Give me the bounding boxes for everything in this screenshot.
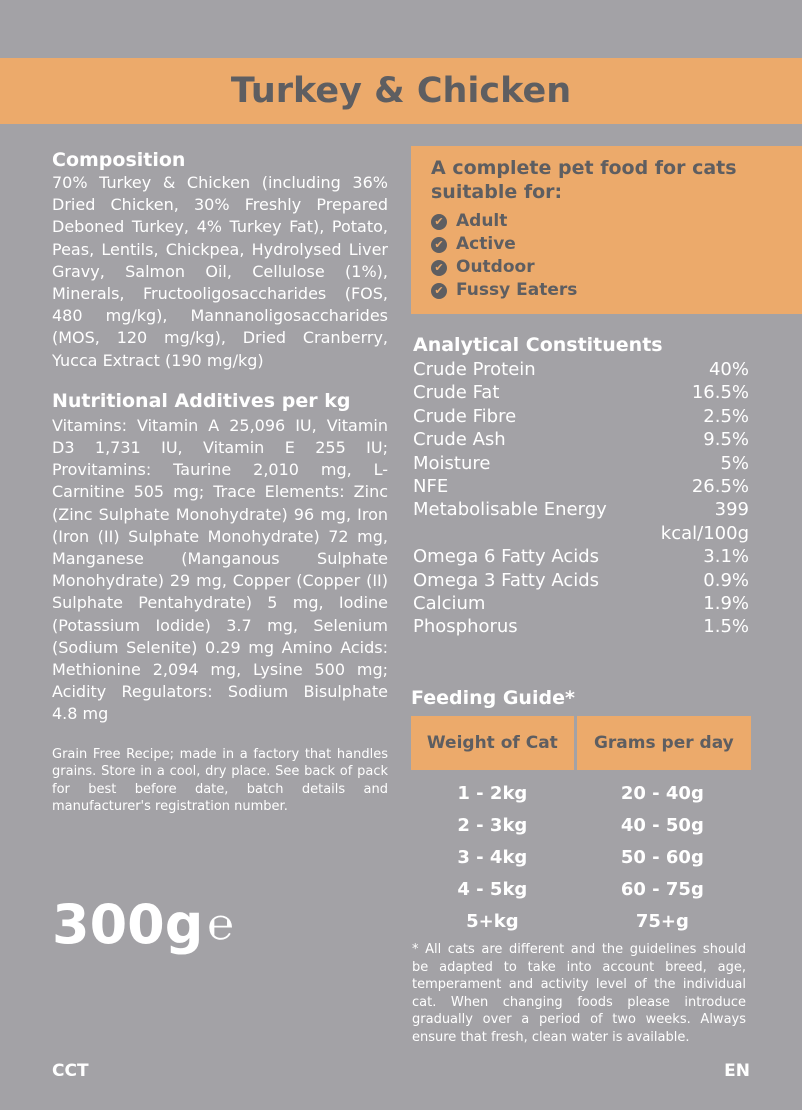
- grams-cell: 50 - 60g: [620, 846, 704, 868]
- table-row: [413, 428, 749, 451]
- cat-weight-cell: 2 - 3kg: [457, 814, 528, 836]
- table-row: [411, 873, 751, 905]
- composition-text: 70% Turkey & Chicken (including 36% Dried Chicken, 30% Freshly Prepared Deboned Turkey, 4% Turkey Fat), Potato, Peas, Lentils, Chickpea, Hydrolysed Liver Gravy, Salmon Oil, Cellulose (1%), Minerals, Fructooligosaccharides (FOS, 480 mg/kg), Mannanoligosaccharides (MOS, 120 mg/kg), Dried Cranberry, Yucca Extract (190 mg/kg): [52, 173, 388, 370]
- constituent-value: 0.9%: [703, 569, 749, 591]
- feeding-footnote: * All cats are different and the guidelines should be adapted to take into account breed, age, temperament and activity level of the individual cat. When changing foods please introduce gradually over a period of two weeks. Always ensure that fresh, clean water is available.: [412, 942, 746, 1045]
- grams-cell: 40 - 50g: [620, 814, 704, 836]
- constituent-value: 26.5%: [691, 476, 749, 498]
- suitable-heading: A complete pet food for cats suitable for:: [431, 157, 737, 203]
- table-header-row: [411, 716, 751, 770]
- table-row: [413, 452, 749, 475]
- table-row: [413, 545, 749, 568]
- grams-cell: 60 - 75g: [620, 878, 704, 900]
- table-row: [411, 841, 751, 873]
- suitable-item-label: Active: [456, 234, 516, 254]
- suitable-list: [431, 210, 782, 302]
- check-circle-icon: ✔: [431, 260, 447, 276]
- constituent-value: 16.5%: [691, 382, 749, 404]
- constituent-value: 5%: [720, 452, 749, 474]
- additives-text: Vitamins: Vitamin A 25,096 IU, Vitamin D3 1,731 IU, Vitamin E 255 IU; Provitamins: Taurine 2,010 mg, L-Carnitine 505 mg; Trace Elements: Zinc (Zinc Sulphate Monohydrate) 96 mg, Iron (Iron (II) Sulphate Monohydrate) 72 mg, Manganese (Manganous Sulphate Monohydrate) 29 mg, Copper (Copper (II) Sulphate Pentahydrate) 5 mg, Iodine (Potassium Iodide) 3.7 mg, Selenium (Sodium Selenite) 0.29 mg Amino Acids: Methionine 2,094 mg, Lysine 500 mg; Acidity Regulators: Sodium Bisulphate 4.8 mg: [52, 415, 388, 724]
- check-circle-icon: ✔: [431, 237, 447, 253]
- table-row: [413, 358, 749, 381]
- constituent-value: 2.5%: [703, 405, 749, 427]
- constituent-name: Crude Fibre: [413, 405, 517, 427]
- constituent-value: 40%: [708, 359, 749, 380]
- constituent-name: NFE: [413, 476, 449, 498]
- table-row: [413, 569, 749, 592]
- list-item: [431, 233, 782, 256]
- table-row: [411, 770, 751, 809]
- analytical-heading: Analytical Constituents: [413, 334, 663, 356]
- list-item: [431, 210, 782, 233]
- table-row: [411, 809, 751, 841]
- grams-cell: 20 - 40g: [620, 782, 704, 804]
- list-item: [431, 279, 782, 302]
- constituent-value: 3.1%: [703, 546, 749, 568]
- table-row: [413, 381, 749, 404]
- storage-notice: Grain Free Recipe; made in a factory that handles grains. Store in a cool, dry place. See back of pack for best before date, batch details and manufacturer's registration number.: [52, 746, 388, 815]
- table-row: [413, 405, 749, 428]
- constituent-name: Crude Ash: [413, 429, 506, 451]
- constituent-name: Crude Fat: [413, 382, 500, 404]
- suitable-item-label: Adult: [456, 211, 508, 231]
- check-circle-icon: ✔: [431, 214, 447, 230]
- column-header-weight: Weight of Cat: [411, 716, 574, 770]
- additives-heading: Nutritional Additives per kg: [52, 389, 351, 412]
- estimated-sign-icon: ℮: [207, 899, 234, 950]
- cat-weight-cell: 5+kg: [466, 910, 519, 932]
- constituent-name: Calcium: [413, 593, 486, 615]
- constituent-value: 399: [714, 499, 749, 521]
- list-item: [431, 256, 782, 279]
- constituent-name: Phosphorus: [413, 616, 518, 638]
- table-row: [413, 522, 749, 545]
- net-weight-value: 300g: [52, 893, 204, 956]
- cat-weight-cell: 1 - 2kg: [457, 782, 528, 804]
- product-title: Turkey & Chicken: [230, 71, 572, 111]
- net-weight: [52, 893, 234, 956]
- table-row: [411, 905, 751, 937]
- constituent-unit: kcal/100g: [660, 522, 749, 544]
- table-row: [413, 592, 749, 615]
- constituent-name: Crude Protein: [413, 359, 536, 380]
- suitable-item-label: Fussy Eaters: [456, 280, 578, 300]
- table-row: [413, 615, 749, 638]
- constituent-name: Metabolisable Energy: [413, 499, 607, 521]
- constituent-name: Omega 6 Fatty Acids: [413, 546, 600, 568]
- feeding-table: [411, 716, 751, 937]
- table-row: [413, 475, 749, 498]
- check-circle-icon: ✔: [431, 283, 447, 299]
- cat-weight-cell: 4 - 5kg: [457, 878, 528, 900]
- constituent-value: 1.9%: [703, 593, 749, 615]
- constituent-name: Omega 3 Fatty Acids: [413, 569, 600, 591]
- composition-heading: Composition: [52, 149, 186, 171]
- title-band: [0, 58, 802, 124]
- feeding-guide: [411, 686, 751, 937]
- feeding-heading: Feeding Guide*: [411, 687, 575, 709]
- footer-language: EN: [724, 1061, 750, 1081]
- left-column: [52, 148, 388, 816]
- cat-weight-cell: 3 - 4kg: [457, 846, 528, 868]
- suitable-item-label: Outdoor: [456, 257, 535, 277]
- constituent-value: 1.5%: [703, 616, 749, 638]
- constituent-name: Moisture: [413, 452, 491, 474]
- suitable-for-box: [411, 146, 802, 314]
- analytical-constituents: [413, 333, 749, 639]
- grams-cell: 75+g: [635, 910, 689, 932]
- constituent-value: 9.5%: [703, 429, 749, 451]
- table-row: [413, 498, 749, 521]
- column-header-grams: Grams per day: [574, 716, 751, 770]
- footer-code: CCT: [52, 1061, 89, 1081]
